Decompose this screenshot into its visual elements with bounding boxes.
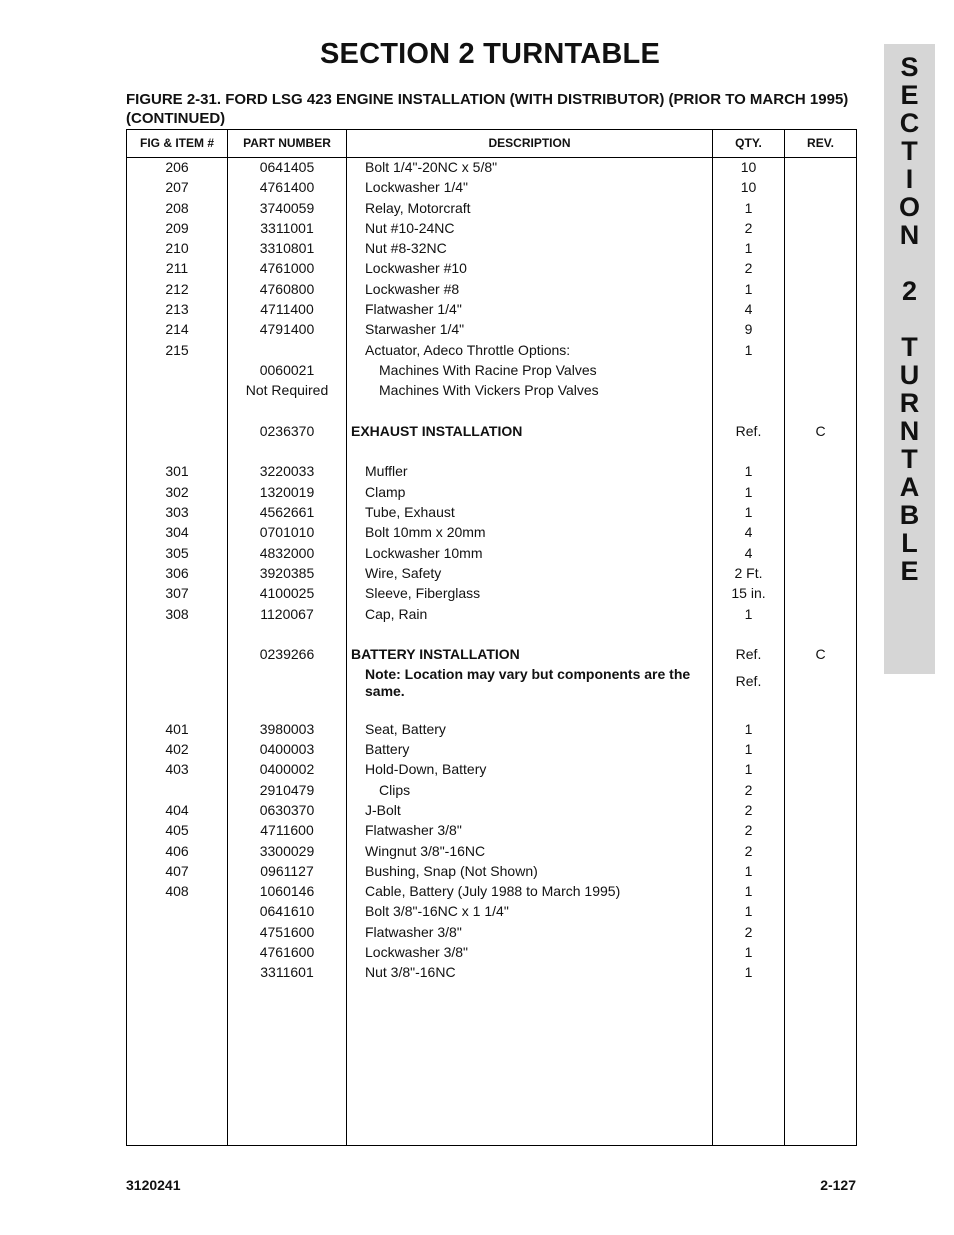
qty-cell: 10 [740, 179, 757, 196]
qty-cell: 2 [744, 801, 753, 818]
table-row [127, 380, 856, 400]
part-number-cell: 0641610 [259, 903, 315, 920]
description-cell: Lockwasher #10 [365, 260, 467, 277]
fig-item-cell: 403 [165, 761, 189, 778]
description-cell: Muffler [365, 463, 408, 480]
part-number-cell: 3220033 [259, 463, 315, 480]
qty-cell: Ref. [735, 422, 762, 439]
description-cell: Nut 3/8"-16NC [365, 964, 456, 981]
description-cell: Lockwasher 1/4" [365, 179, 469, 196]
part-number-cell: 0641405 [259, 159, 315, 175]
description-cell: Relay, Motorcraft [365, 199, 471, 216]
description-cell: Lockwasher 10mm [365, 544, 483, 561]
description-cell: Actuator, Adeco Throttle Options: [365, 341, 571, 358]
table-row [127, 861, 856, 881]
part-number-cell: 0630370 [259, 801, 315, 818]
fig-item-cell: 213 [165, 301, 189, 318]
description-cell: Note: Location may vary but components are the same. [365, 666, 691, 700]
table-row [127, 719, 856, 739]
part-number-cell: 4791400 [259, 321, 315, 338]
table-row [127, 698, 856, 718]
description-cell: Flatwasher 1/4" [365, 301, 462, 318]
fig-item-cell: 308 [165, 605, 189, 622]
side-tab-letter: L [901, 528, 918, 558]
side-tab-letter: T [901, 136, 918, 166]
part-number-cell: 3311001 [260, 219, 314, 236]
qty-cell: 1 [744, 761, 753, 778]
qty-cell: 1 [744, 483, 753, 500]
qty-cell: 15 in. [731, 585, 766, 602]
table-row [127, 421, 856, 441]
fig-item-cell: 207 [165, 179, 189, 196]
side-tab-letter: O [898, 192, 920, 222]
part-number-cell: 3310801 [259, 240, 315, 257]
description-cell: Clamp [365, 483, 406, 500]
description-cell: Cable, Battery (July 1988 to March 1995) [365, 883, 621, 900]
figure-caption: FIGURE 2-31. FORD LSG 423 ENGINE INSTALLATION (WITH DISTRIBUTOR) (PRIOR TO MARCH 1995) (CONTINUED) [126, 91, 849, 127]
fig-item-cell: 212 [165, 280, 189, 297]
description-cell: Bolt 1/4"-20NC x 5/8" [365, 159, 498, 175]
part-number-cell: 0701010 [259, 524, 315, 541]
part-number-cell: 4562661 [259, 504, 315, 521]
fig-item-cell: 401 [165, 720, 189, 737]
qty-cell: 10 [740, 159, 757, 175]
part-number-cell: 0400003 [259, 741, 315, 758]
part-number-cell: 4100025 [259, 585, 315, 602]
side-tab-letter: E [900, 80, 919, 110]
qty-cell: 1 [744, 240, 753, 257]
table-row [127, 502, 856, 522]
table-row [127, 841, 856, 861]
description-cell: J-Bolt [365, 801, 401, 818]
rev-cell: C [815, 646, 826, 663]
side-tab-letter: 2 [901, 276, 918, 306]
qty-cell: 1 [744, 199, 753, 216]
table-row [127, 604, 856, 624]
description-cell: Nut #10-24NC [365, 219, 455, 236]
qty-cell: 1 [744, 862, 753, 879]
qty-cell: 2 [744, 842, 753, 859]
qty-cell: 1 [744, 504, 753, 521]
description-cell: Cap, Rain [365, 605, 428, 622]
part-number-cell: 3300029 [259, 842, 315, 859]
part-number-cell: 0400002 [259, 761, 315, 778]
fig-item-cell: 208 [165, 199, 189, 216]
fig-item-cell: 307 [165, 585, 189, 602]
part-number-cell: 3920385 [259, 564, 315, 581]
qty-cell: 4 [744, 524, 753, 541]
column-header-qty: QTY. [735, 136, 762, 150]
part-number-cell: 4761600 [259, 943, 315, 960]
part-number-cell: 4760800 [259, 280, 315, 297]
part-number-cell: 2910479 [259, 781, 315, 798]
table-row [127, 238, 856, 258]
description-cell: Machines With Vickers Prop Valves [379, 382, 599, 399]
part-number-cell: 0961127 [260, 862, 314, 879]
fig-item-cell: 302 [165, 483, 189, 500]
description-cell: Flatwasher 3/8" [365, 822, 462, 839]
table-row [127, 360, 856, 380]
table-row [127, 759, 856, 779]
qty-cell: 2 [744, 219, 753, 236]
section-title: SECTION 2 TURNTABLE [320, 38, 660, 70]
side-tab-letter: A [899, 472, 920, 502]
column-header-rev: REV. [807, 136, 834, 150]
table-row [127, 739, 856, 759]
description-cell: Bolt 3/8"-16NC x 1 1/4" [365, 903, 509, 920]
table-row [127, 624, 856, 644]
fig-item-cell: 306 [165, 564, 189, 581]
parts-table [126, 129, 857, 1146]
qty-cell: 4 [744, 544, 753, 561]
page-number: 2-127 [820, 1177, 856, 1193]
qty-cell: 2 [744, 822, 753, 839]
fig-item-cell: 211 [165, 260, 189, 277]
part-number-cell: 4711400 [260, 301, 314, 318]
description-cell: Tube, Exhaust [365, 504, 455, 521]
description-cell: Lockwasher 3/8" [365, 943, 469, 960]
part-number-cell: 1120067 [260, 605, 314, 622]
qty-cell: 1 [744, 280, 753, 297]
fig-item-cell: 210 [165, 240, 189, 257]
side-tab-letter: I [905, 164, 914, 194]
fig-item-cell: 301 [165, 463, 189, 480]
side-tab-letter: N [899, 220, 920, 250]
column-header-fig-item: FIG & ITEM # [139, 136, 214, 150]
qty-cell: 1 [744, 883, 753, 900]
table-row [127, 218, 856, 238]
part-number-cell: 3740059 [259, 199, 315, 216]
part-number-cell: 4761400 [259, 179, 315, 196]
qty-cell: 2 Ft. [734, 564, 763, 581]
table-row [127, 901, 856, 921]
table-row [127, 258, 856, 278]
description-cell: Wingnut 3/8"-16NC [365, 842, 486, 859]
description-cell: Battery [365, 741, 410, 758]
table-row [127, 583, 856, 603]
table-row [127, 780, 856, 800]
fig-item-cell: 406 [165, 842, 189, 859]
description-cell: Bolt 10mm x 20mm [365, 524, 486, 541]
table-row [127, 543, 856, 563]
qty-cell: 1 [744, 741, 753, 758]
table-row [127, 664, 856, 698]
qty-cell: 1 [744, 903, 753, 920]
qty-cell: 4 [744, 301, 753, 318]
part-number-cell: 4711600 [260, 822, 314, 839]
side-tab-letter: U [899, 360, 920, 390]
table-row [127, 319, 856, 339]
table-row [127, 942, 856, 962]
side-tab-letter: C [899, 108, 920, 138]
table-row [127, 482, 856, 502]
fig-item-cell: 215 [165, 341, 189, 358]
qty-cell: 1 [744, 341, 753, 358]
table-row [127, 881, 856, 901]
table-row [127, 522, 856, 542]
fig-item-cell: 405 [165, 822, 189, 839]
side-tab-letter: T [901, 332, 918, 362]
description-cell: Nut #8-32NC [365, 240, 447, 257]
section-side-tab [884, 44, 935, 674]
table-row [127, 340, 856, 360]
table-row [127, 962, 856, 982]
column-header-part-number: PART NUMBER [243, 136, 331, 150]
description-cell: Machines With Racine Prop Valves [379, 361, 597, 378]
table-row [127, 800, 856, 820]
side-tab-letter: R [899, 388, 920, 418]
qty-cell: 2 [744, 260, 753, 277]
description-cell: BATTERY INSTALLATION [351, 646, 520, 663]
part-number-cell: 0060021 [259, 361, 315, 378]
table-row [127, 157, 856, 177]
table-row [127, 820, 856, 840]
fig-item-cell: 402 [165, 741, 189, 758]
side-tab-letter: N [899, 416, 920, 446]
qty-cell: 9 [744, 321, 753, 338]
part-number-cell: 0239266 [259, 646, 315, 663]
rev-cell: C [815, 422, 826, 439]
qty-cell: 2 [744, 781, 753, 798]
fig-item-cell: 407 [165, 862, 189, 879]
side-tab-letter: E [900, 556, 919, 586]
fig-item-cell: 408 [165, 883, 189, 900]
qty-cell: Ref. [735, 673, 762, 690]
description-cell: Flatwasher 3/8" [365, 923, 462, 940]
qty-cell: 1 [744, 605, 753, 622]
part-number-cell: 4832000 [259, 544, 315, 561]
description-cell: Clips [379, 781, 411, 798]
description-cell: Seat, Battery [365, 720, 446, 737]
fig-item-cell: 304 [165, 524, 189, 541]
description-cell: EXHAUST INSTALLATION [351, 422, 523, 439]
description-cell: Bushing, Snap (Not Shown) [365, 862, 538, 879]
qty-cell: 1 [744, 943, 753, 960]
fig-item-cell: 209 [165, 219, 189, 236]
part-number-cell: 1060146 [259, 883, 315, 900]
table-row [127, 461, 856, 481]
table-row [127, 644, 856, 664]
table-row [127, 177, 856, 197]
document-number: 3120241 [126, 1177, 181, 1193]
part-number-cell: 1320019 [259, 483, 315, 500]
description-cell: Sleeve, Fiberglass [365, 585, 481, 602]
description-cell: Lockwasher #8 [365, 280, 460, 297]
part-number-cell: 3980003 [259, 720, 315, 737]
table-row [127, 563, 856, 583]
part-number-cell: Not Required [245, 382, 329, 399]
fig-item-cell: 404 [165, 801, 189, 818]
qty-cell: 1 [744, 720, 753, 737]
description-cell: Hold-Down, Battery [365, 761, 487, 778]
table-row [127, 299, 856, 319]
part-number-cell: 3311601 [260, 964, 314, 981]
fig-item-cell: 214 [165, 321, 189, 338]
part-number-cell: 4751600 [259, 923, 315, 940]
fig-item-cell: 206 [165, 159, 189, 175]
part-number-cell: 0236370 [259, 422, 315, 439]
part-number-cell: 4761000 [259, 260, 315, 277]
table-row [127, 401, 856, 421]
fig-item-cell: 303 [165, 504, 189, 521]
side-tab-letter: B [899, 500, 920, 530]
side-tab-letter: T [901, 444, 918, 474]
description-cell: Wire, Safety [365, 564, 442, 581]
qty-cell: 2 [744, 923, 753, 940]
side-tab-letter: S [900, 52, 919, 82]
qty-cell: Ref. [735, 646, 762, 663]
qty-cell: 1 [744, 964, 753, 981]
table-row [127, 198, 856, 218]
fig-item-cell: 305 [165, 544, 189, 561]
qty-cell: 1 [744, 463, 753, 480]
description-cell: Starwasher 1/4" [365, 321, 465, 338]
parts-table-body [127, 157, 856, 983]
table-row [127, 441, 856, 461]
column-header-description: DESCRIPTION [488, 136, 571, 150]
table-row [127, 922, 856, 942]
table-row [127, 279, 856, 299]
